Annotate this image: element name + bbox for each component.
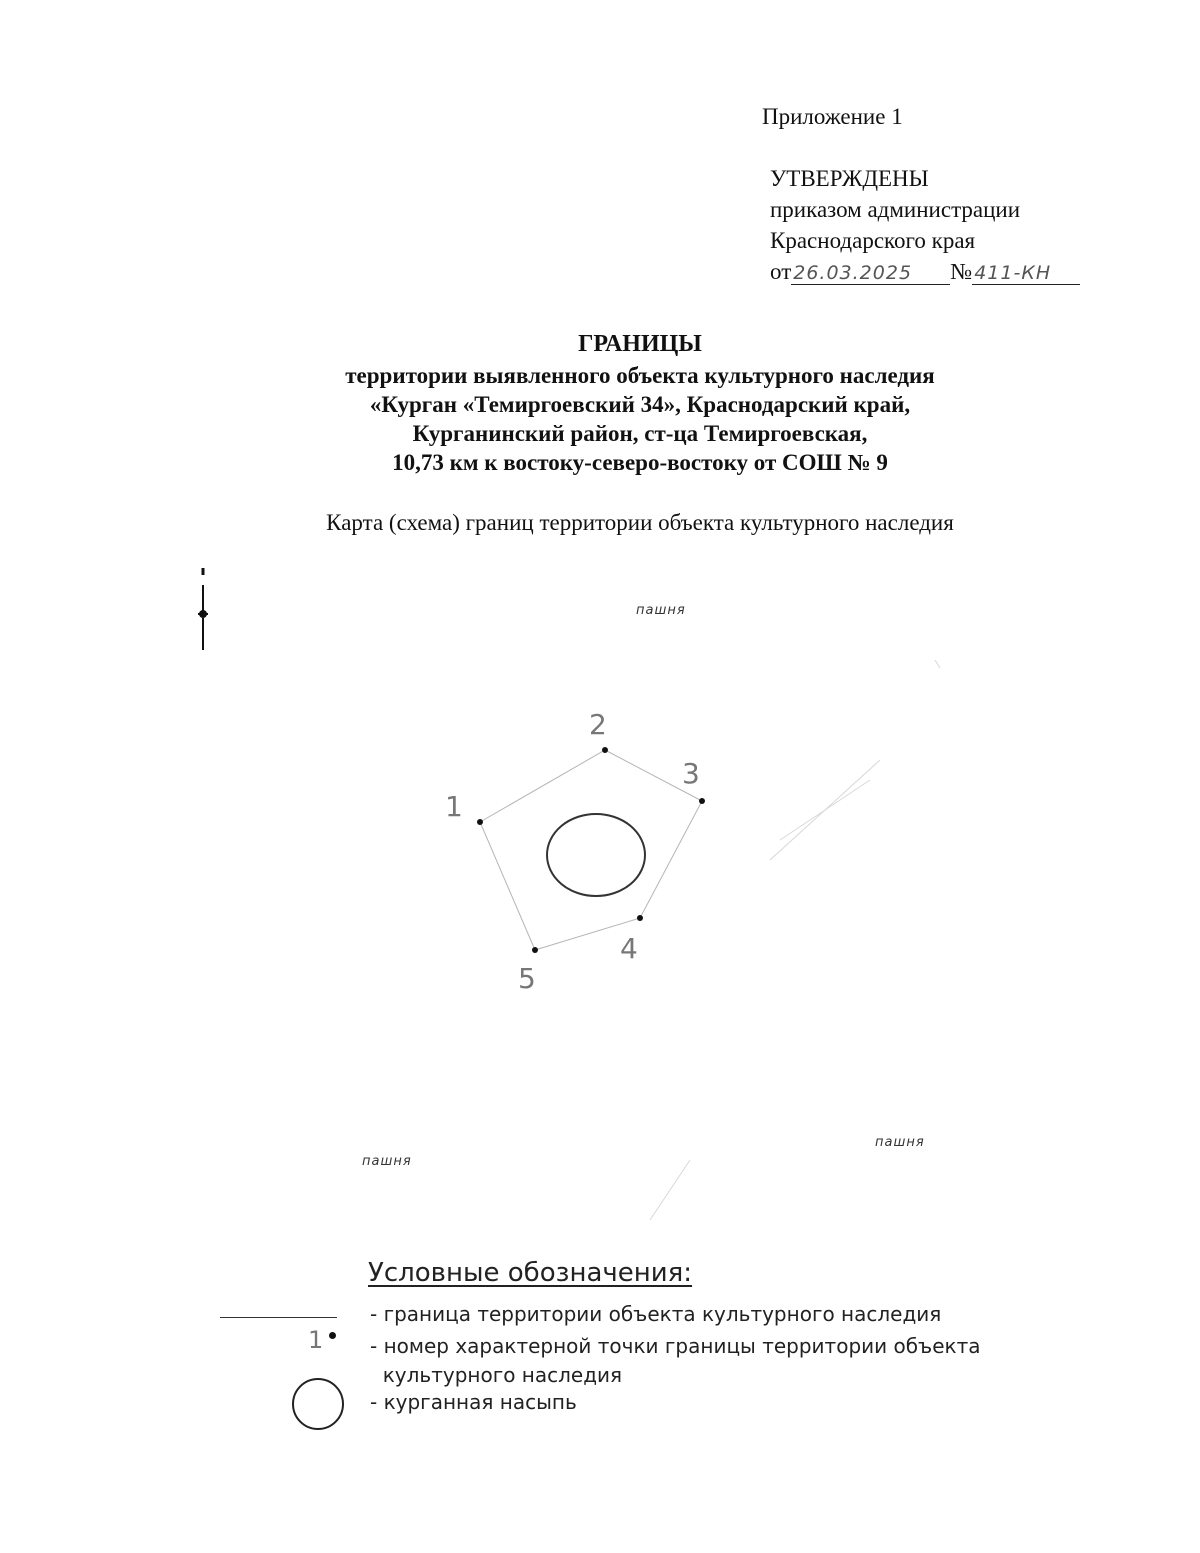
title-line: 10,73 км к востоку-северо-востоку от СОШ № 9 — [392, 450, 888, 475]
title-main: ГРАНИЦЫ — [578, 331, 702, 357]
handwritten-number: 411-КН — [972, 262, 1080, 285]
point-number: 4 — [620, 932, 638, 965]
legend-point-text — [370, 1332, 980, 1390]
number-prefix: № — [950, 259, 973, 284]
legend-point-line: культурного наследия — [370, 1363, 623, 1387]
title-line: «Курган «Темиргоевский 34», Краснодарский край, — [369, 392, 911, 417]
territory-boundary — [480, 750, 702, 950]
field-label: пашня — [875, 1135, 925, 1150]
boundary-point — [699, 798, 705, 804]
boundary-point — [637, 915, 643, 921]
legend-mound-text: - курганная насыпь — [370, 1390, 577, 1414]
approved-line: приказом администрации — [770, 197, 1021, 222]
title-line: Курганинский район, ст-ца Темиргоевская, — [412, 421, 868, 446]
legend-mound-symbol — [292, 1378, 344, 1430]
boundary-point — [602, 747, 608, 753]
legend-boundary-symbol — [220, 1317, 337, 1318]
legend-title: Условные обозначения: — [368, 1258, 693, 1288]
field-label: пашня — [636, 603, 686, 618]
appendix-label: Приложение 1 — [762, 104, 903, 129]
boundary-map — [0, 560, 1200, 1240]
kurgan-mound — [547, 814, 645, 896]
north-arrow-icon — [198, 568, 208, 650]
document-title — [150, 330, 1130, 477]
point-number: 1 — [445, 790, 463, 823]
legend-point-line: - номер характерной точки границы территории объекта — [370, 1334, 981, 1358]
approval-date-line — [770, 256, 1080, 287]
approved-line: Краснодарского края — [770, 228, 976, 253]
handwritten-date: 26.03.2025 — [791, 262, 950, 285]
point-number: 2 — [589, 708, 607, 741]
point-number: 3 — [682, 757, 700, 790]
approved-title: УТВЕРЖДЕНЫ — [770, 166, 929, 191]
map-subtitle: Карта (схема) границ территории объекта культурного наследия — [326, 510, 954, 535]
field-label: пашня — [362, 1154, 412, 1169]
title-line: территории выявленного объекта культурного наследия — [345, 363, 935, 388]
point-number: 5 — [518, 962, 536, 995]
legend-boundary-text: - граница территории объекта культурного наследия — [370, 1302, 942, 1326]
legend-point-number: 1 — [308, 1326, 324, 1354]
boundary-point — [532, 947, 538, 953]
boundary-point — [477, 819, 483, 825]
legend-point-symbol — [329, 1332, 336, 1339]
date-prefix: от — [770, 259, 792, 284]
approval-block — [770, 163, 1080, 287]
